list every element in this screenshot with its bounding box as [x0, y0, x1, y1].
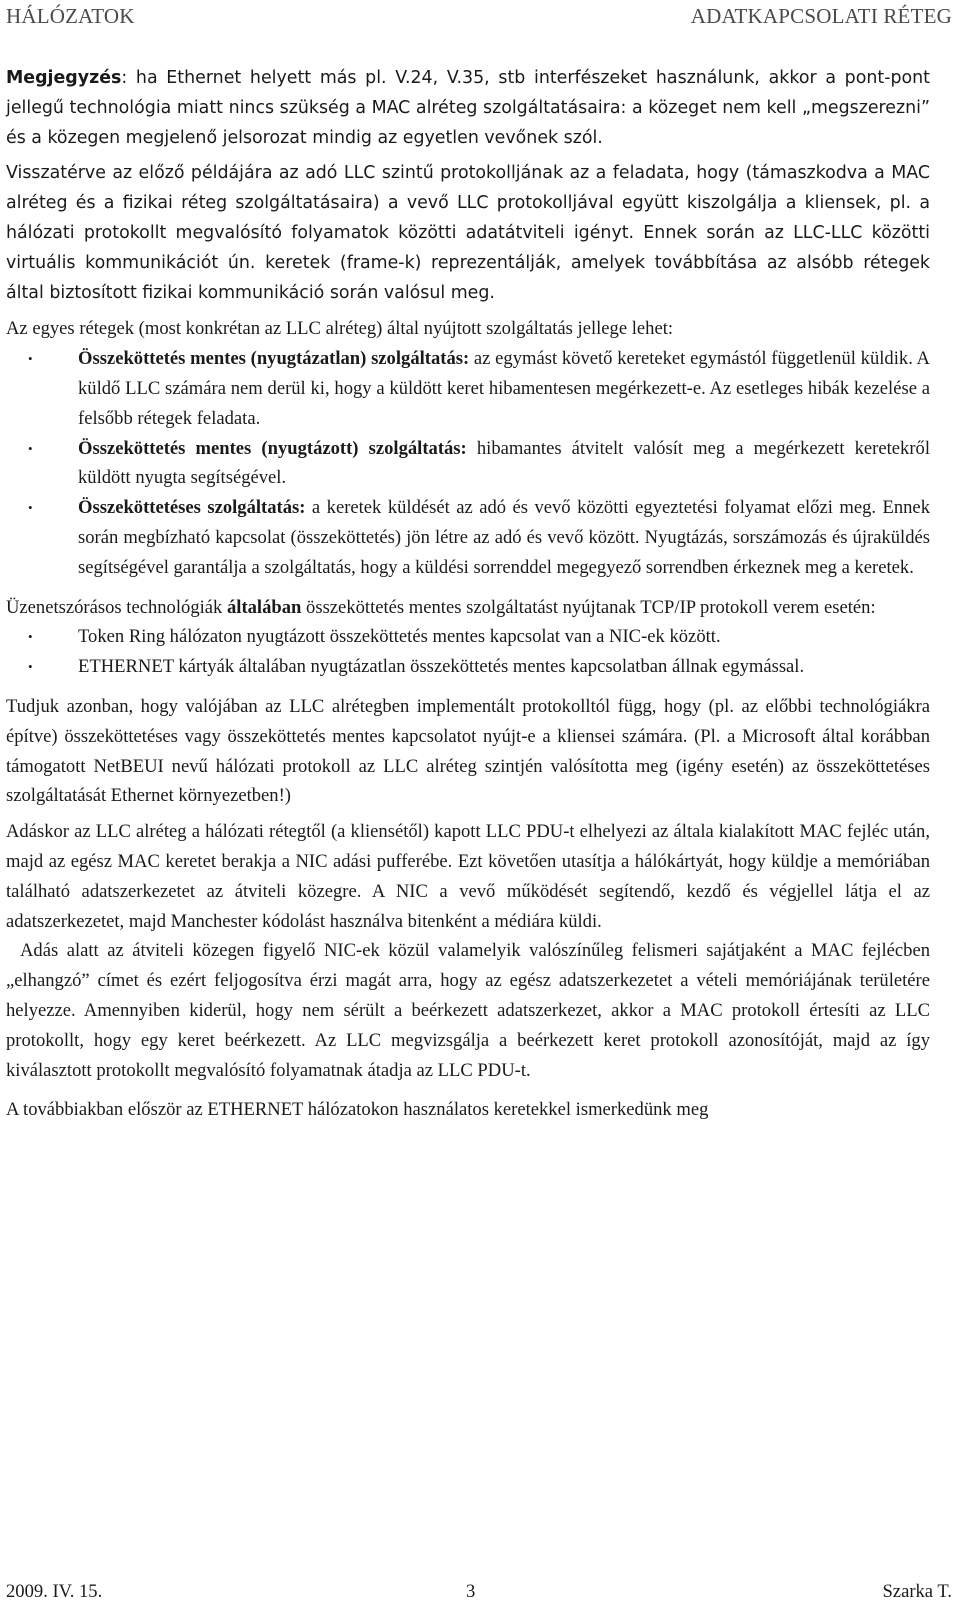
service-term: Összeköttetés mentes (nyugtázatlan) szolgáltatás:	[78, 348, 470, 370]
broadcast-item-text: Token Ring hálózaton nyugtázott összeköttetés mentes kapcsolat van a NIC-ek között.	[78, 626, 721, 648]
page-footer	[6, 1581, 952, 1609]
bullet-icon: •	[28, 440, 33, 456]
header-chapter-title: ADATKAPCSOLATI RÉTEG	[690, 4, 952, 28]
note-label: Megjegyzés	[6, 68, 122, 88]
broadcast-list	[6, 622, 930, 682]
receive-paragraph: Adás alatt az átviteli közegen figyelő NIC-ek közül valamelyik valószínűleg felismeri sajátjaként a MAC fejlécben „elhangzó” címet és ezért feljogosítva érzi magát arra, hogy az egész adatszerkezetet a vételi memóriájának területére helyezze. Amennyiben kiderül, hogy nem sérült a beérkezett adatszerkezet, akkor a MAC protokoll értesíti az LLC protokollt, hogy egy keret beérkezett. Az LLC megvizsgálja a beérkezett keret protokoll azonosítóját, majd az így kiválasztott protokollt megvalósító folyamatnak átadja az LLC PDU-t.	[6, 940, 930, 1081]
next-paragraph: A továbbiakban először az ETHERNET hálózatokon használatos keretekkel ismerkedünk meg	[6, 1099, 709, 1121]
note-paragraph	[6, 64, 930, 153]
bullet-icon: •	[28, 500, 33, 516]
page-number: 3	[466, 1581, 476, 1602]
header-section-title: HÁLÓZATOK	[6, 4, 135, 28]
list-item	[6, 434, 930, 494]
list-item	[6, 622, 930, 652]
send-paragraph: Adáskor az LLC alréteg a hálózati rétegtől (a kliensétől) kapott LLC PDU-t elhelyezi az általa kialakított MAC fejléc után, majd az egész MAC keretet berakja a NIC adási pufferébe. Ezt követően utasítja a hálókártyát, hogy küldje a memóriában található adatszerkezetet az átviteli közegre. A NIC a vevő működését segítendő, kezdő és végjellel látja el az adatszerkezetet, majd Manchester kódolást használva bitenként a médiára küldi.	[6, 821, 930, 932]
broadcast-intro-a: Üzenetszórásos technológiák	[6, 596, 227, 618]
service-term: Összeköttetés mentes (nyugtázott) szolgáltatás:	[78, 437, 467, 459]
services-list	[6, 344, 930, 582]
service-description: az egymást követő kereteket egymástól függetlenül küldik. A küldő LLC számára nem derül ki, hogy a küldött keret hibamentesen megérkezett-e. Az esetleges hibák kezelése a felsőbb rétegek feladata.	[78, 348, 930, 429]
note-text: : ha Ethernet helyett más pl. V.24, V.35, stb interfészeket használunk, akkor a pont-pont jellegű technológia miatt nincs szükség a MAC alréteg szolgáltatásaira: a közeget nem kell „megszerezni” és a közegen megjelenő jelsorozat mindig az egyetlen vevőnek szól.	[6, 68, 930, 148]
bullet-icon: •	[28, 351, 33, 367]
broadcast-intro-b: összeköttetés mentes szolgáltatást nyújtanak TCP/IP protokoll verem esetén:	[301, 596, 876, 618]
service-description: a keretek küldését az adó és vevő közötti egyeztetési folyamat előzi meg. Ennek során megbízható kapcsolat (összeköttetés) jön létre az adó és vevő között. Nyugtázás, sorszámozás és újraküldés segítségével garantálja a szolgáltatás, hogy a küldési sorrenddel megegyező sorrendben érkeznek meg a keretek.	[78, 497, 930, 578]
revisit-paragraph: Visszatérve az előző példájára az adó LLC szintű protokolljának az a feladata, hogy (támaszkodva a MAC alréteg és a fizikai réteg szolgáltatásaira) a vevő LLC protokolljával együtt kiszolgálja a kliensek, pl. a hálózati protokollt megvalósító folyamatok közötti adatátviteli igényt. Ennek során az LLC-LLC közötti virtuális kommunikációt ún. keretek (frame-k) reprezentálják, amelyek továbbítása az alsóbb rétegek által biztosított fizikai kommunikáció során valósul meg.	[6, 163, 930, 303]
document-body	[6, 64, 930, 1125]
broadcast-intro	[6, 593, 930, 623]
list-item	[6, 652, 930, 682]
broadcast-item-text: ETHERNET kártyák általában nyugtázatlan összeköttetés mentes kapcsolatban állnak egymással.	[78, 656, 805, 678]
broadcast-intro-emphasis: általában	[226, 596, 302, 618]
page-header	[6, 4, 952, 34]
list-item	[6, 344, 930, 433]
services-intro: Az egyes rétegek (most konkrétan az LLC alréteg) által nyújtott szolgáltatás jellege lehet:	[6, 318, 674, 340]
service-term: Összeköttetéses szolgáltatás:	[78, 497, 306, 519]
footer-date: 2009. IV. 15.	[6, 1581, 103, 1602]
bullet-icon: •	[28, 629, 33, 645]
footer-author: Szarka T.	[882, 1581, 952, 1602]
list-item	[6, 493, 930, 582]
service-description: hibamantes átvitelt valósít meg a megérkezett keretekről küldött nyugta segítségével.	[78, 437, 931, 489]
bullet-icon: •	[28, 659, 33, 675]
known-paragraph: Tudjuk azonban, hogy valójában az LLC alrétegben implementált protokolltól függ, hogy (pl. az előbbi technológiákra építve) összeköttetéses vagy összeköttetés mentes kapcsolatot nyújt-e a kliensei számára. (Pl. a Microsoft által korábban támogatott NetBEUI nevű hálózati protokoll az LLC alréteg szintjén valósította meg (igény esetén) az összeköttetéses szolgáltatását Ethernet környezetben!)	[6, 695, 930, 807]
